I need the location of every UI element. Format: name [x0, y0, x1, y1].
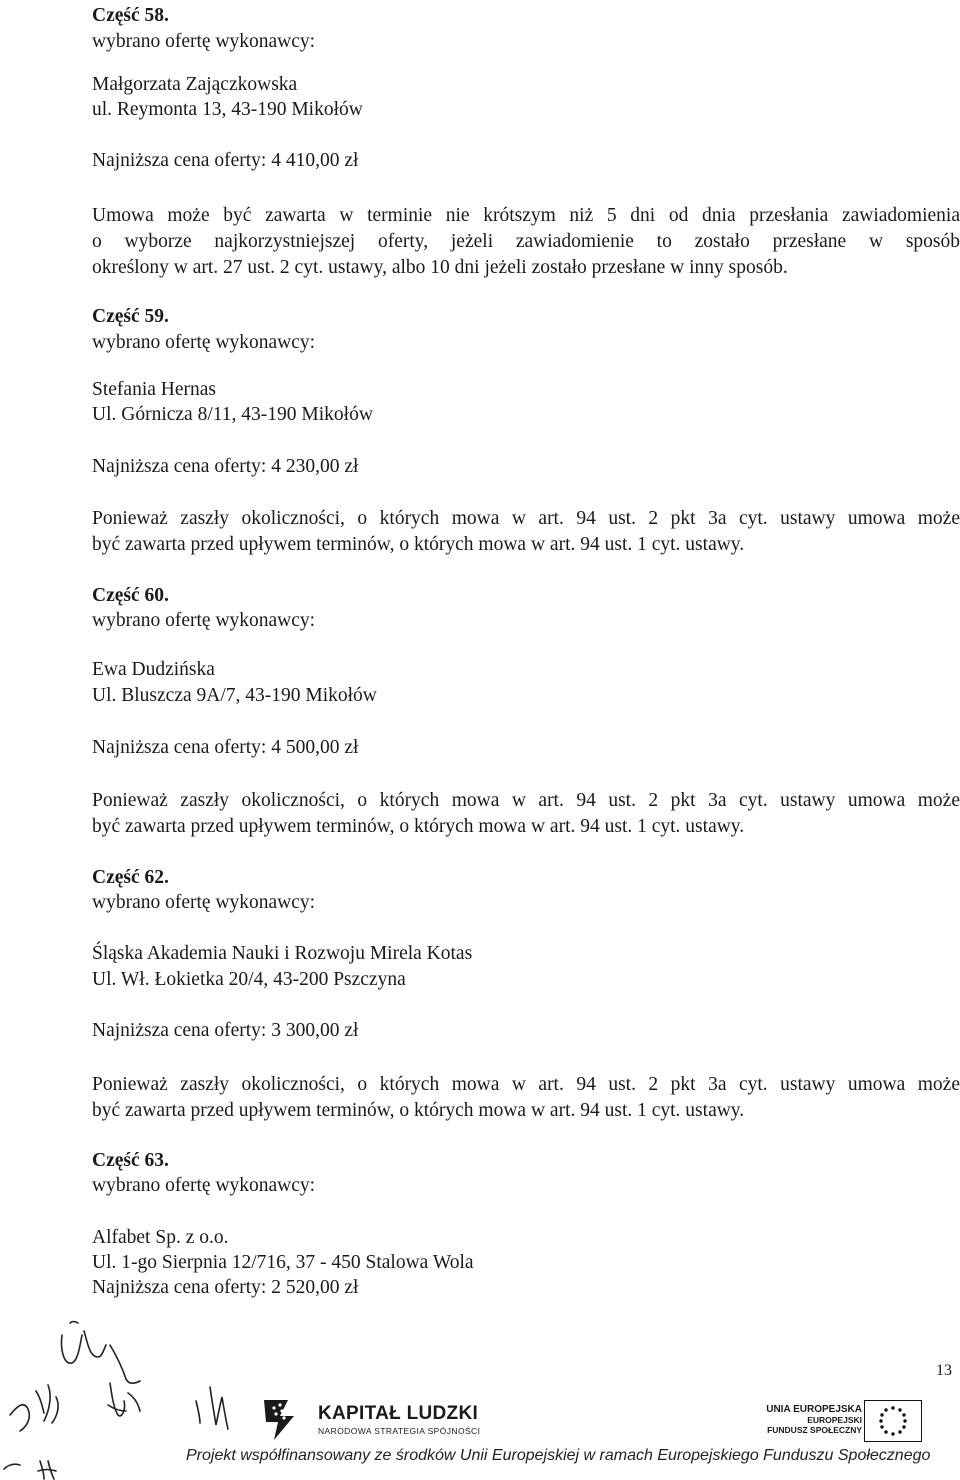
section-62-heading: Część 62. [92, 867, 169, 888]
section-63-heading: Część 63. [92, 1150, 169, 1171]
section-62-note-line-1: Ponieważ zaszły okoliczności, o których mowa w art. 94 ust. 2 pkt 3a cyt. ustawy umowa może [92, 1074, 960, 1095]
kapital-ludzki-emblem-icon [260, 1396, 314, 1442]
section-60-chosen-label: wybrano ofertę wykonawcy: [92, 610, 316, 631]
eu-logo-text [762, 1405, 862, 1435]
section-60-note-line-1: Ponieważ zaszły okoliczności, o których mowa w art. 94 ust. 2 pkt 3a cyt. ustawy umowa może [92, 790, 960, 811]
section-63-contractor-address: Ul. 1-go Sierpnia 12/716, 37 - 450 Stalowa Wola [92, 1252, 474, 1273]
section-58-chosen-label: wybrano ofertę wykonawcy: [92, 31, 316, 52]
section-58-note-line-2: o wyborze najkorzystniejszej oferty, jeżeli zawiadomienie to zostało przesłane w sposób [92, 231, 960, 252]
section-60-heading: Część 60. [92, 585, 169, 606]
section-60-note-line-2: być zawarta przed upływem terminów, o których mowa w art. 94 ust. 1 cyt. ustawy. [92, 816, 745, 837]
section-58-heading: Część 58. [92, 5, 169, 26]
kapital-ludzki-title: KAPITAŁ LUDZKI [318, 1403, 479, 1424]
section-58-contractor-address: ul. Reymonta 13, 43-190 Mikołów [92, 99, 363, 120]
section-63-price: Najniższa cena oferty: 2 520,00 zł [92, 1277, 359, 1298]
section-62-chosen-label: wybrano ofertę wykonawcy: [92, 892, 316, 913]
page-number: 13 [936, 1362, 952, 1379]
eu-logo-line-1: UNIA EUROPEJSKA [766, 1404, 862, 1415]
section-62-note-line-2: być zawarta przed upływem terminów, o których mowa w art. 94 ust. 1 cyt. ustawy. [92, 1100, 745, 1121]
section-60-contractor-address: Ul. Bluszcza 9A/7, 43-190 Mikołów [92, 685, 377, 706]
section-58-note-line-1: Umowa może być zawarta w terminie nie krótszym niż 5 dni od dnia przesłania zawiadomienia [92, 205, 960, 226]
section-63-chosen-label: wybrano ofertę wykonawcy: [92, 1175, 316, 1196]
section-58-price: Najniższa cena oferty: 4 410,00 zł [92, 150, 359, 171]
section-62-contractor-address: Ul. Wł. Łokietka 20/4, 43-200 Pszczyna [92, 969, 406, 990]
eu-logo-line-3: FUNDUSZ SPOŁECZNY [767, 1425, 862, 1435]
section-59-note-line-2: być zawarta przed upływem terminów, o których mowa w art. 94 ust. 1 cyt. ustawy. [92, 534, 745, 555]
section-59-contractor-address: Ul. Górnicza 8/11, 43-190 Mikołów [92, 404, 373, 425]
section-59-heading: Część 59. [92, 306, 169, 327]
section-60-price: Najniższa cena oferty: 4 500,00 zł [92, 737, 359, 758]
kapital-ludzki-logo [318, 1403, 480, 1436]
section-59-chosen-label: wybrano ofertę wykonawcy: [92, 332, 316, 353]
eu-logo-line-2: EUROPEJSKI [807, 1415, 862, 1425]
section-62-price: Najniższa cena oferty: 3 300,00 zł [92, 1020, 359, 1041]
section-59-contractor-name: Stefania Hernas [92, 379, 216, 400]
kapital-ludzki-subtitle: NARODOWA STRATEGIA SPÓJNOŚCI [318, 1426, 481, 1436]
section-58-note-line-3: określony w art. 27 ust. 2 cyt. ustawy, albo 10 dni jeżeli zostało przesłane w inny sposób. [92, 257, 788, 278]
section-60-contractor-name: Ewa Dudzińska [92, 659, 215, 680]
section-59-price: Najniższa cena oferty: 4 230,00 zł [92, 456, 359, 477]
section-62-contractor-name: Śląska Akademia Nauki i Rozwoju Mirela Kotas [92, 943, 473, 964]
footer-cofinancing-note: Projekt współfinansowany ze środków Unii Europejskiej w ramach Europejskiego Funduszu Społecznego [186, 1447, 931, 1464]
section-58-contractor-name: Małgorzata Zajączkowska [92, 74, 298, 95]
eu-flag-icon [864, 1400, 922, 1442]
section-63-contractor-name: Alfabet Sp. z o.o. [92, 1227, 229, 1248]
section-59-note-line-1: Ponieważ zaszły okoliczności, o których mowa w art. 94 ust. 2 pkt 3a cyt. ustawy umowa może [92, 508, 960, 529]
